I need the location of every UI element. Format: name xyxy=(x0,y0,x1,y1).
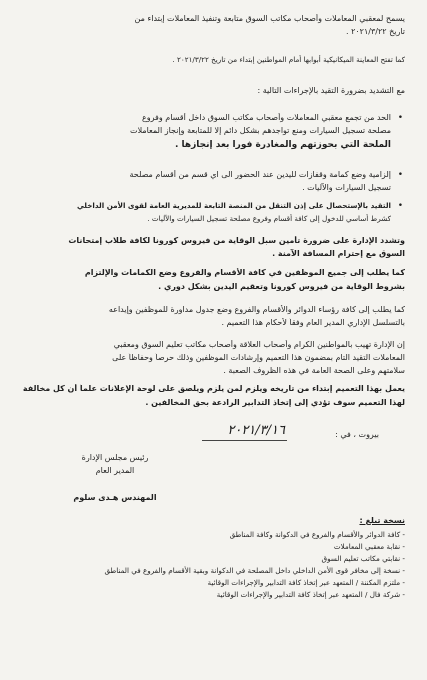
para-4-line-3: سلامتهم وعلى الصحة العامة في هذه الظروف الصعبة . xyxy=(223,366,405,375)
bullet-marker: • xyxy=(397,170,403,180)
bullet-2-line-2: تسجيل السيارات والآليات . xyxy=(302,183,391,192)
header-line-3: كما تفتح المعاينة الميكانيكية أبوابها أمام المواطنين إبتداء من تاريخ ٢٠٢١/٣/٢٢ . xyxy=(172,55,405,64)
para-4-line-2: المعاملات التقيد التام بمضمون هذا التعميم وإرشادات الموظفين وذلك حرصاً وحفاظاً على xyxy=(112,353,405,362)
bullet-1-line-1: الحد من تجمع معقبي المعاملات وأصحاب مكاتب السوق داخل أقسام وفروع xyxy=(141,113,391,122)
distribution-item: - ملتزم المكننة / المتعهد عبر إتخاذ كافة التدابير والإجراءات الوقائية xyxy=(207,578,405,587)
bullet-2-line-1: إلزامية وضع كمامة وقفازات لليدين عند الحضور الى اي قسم من أقسام مصلحة xyxy=(129,170,391,179)
para-1-line-2: السوق مع إحترام المسافة الآمنة . xyxy=(272,249,405,258)
para-2-line-1: كما يطلب إلى جميع الموظفين في كافة الأقسام والفروع وضع الكمامات والإلتزام xyxy=(84,268,405,277)
bullet-1-line-2: مصلحة تسجيل السيارات ومنع تواجدهم بشكل دائم إلا للمتابعة وإنجاز المعاملات xyxy=(130,126,391,135)
intro-text: مع التشديد بضرورة التقيد بالإجراءات التالية : xyxy=(257,86,405,95)
distribution-item: - كافة الدوائر والأقسام والفروع في الدكوانة وكافة المناطق xyxy=(229,530,405,539)
handwritten-date: ٢٠٢١/٣/١٦ xyxy=(227,423,285,438)
header-line-1: يسمح لمعقبي المعاملات وأصحاب مكاتب السوق متابعة وتنفيذ المعاملات إبتداء من xyxy=(134,14,405,23)
signature-title-1: رئيس مجلس الإدارة xyxy=(81,453,149,462)
bullet-marker: • xyxy=(397,201,403,211)
para-4-line-1: إن الإدارة تهيب بالمواطنين الكرام وأصحاب العلاقة وأصحاب مكاتب تعليم السوق ومعقبي xyxy=(113,340,405,349)
signature-name: المهندس هـدى سلوم xyxy=(73,493,157,502)
place-date-label: بيروت ، في : xyxy=(335,430,379,439)
para-3-line-2: بالتسلسل الإداري المدير العام وفقاً لأحكام هذا التعميم . xyxy=(221,318,405,327)
bullet-marker: • xyxy=(397,113,403,123)
bullet-1-line-3: الملحة التي بحوزتهم والمغادرة فوراً بعد إنجازها . xyxy=(174,140,391,150)
signature-title-2: المدير العام xyxy=(95,466,135,475)
header-line-2: تاريخ ٢٠٢١/٣/٢٢ . xyxy=(345,27,405,36)
para-5-line-2: لهذا التعميم سوف تؤدي إلى إتخاذ التدابير الرادعة بحق المخالفين . xyxy=(145,398,405,407)
para-1-line-1: وتشدد الإدارة على ضرورة تأمين سبل الوقاية من فيروس كورونا لكافة طلاب إمتحانات xyxy=(68,236,405,245)
distribution-item: - نسخة إلى مخافر قوى الأمن الداخلي داخل المصلحة في الدكوانة وبقية الأقسام والفروع في المناطق xyxy=(104,566,405,575)
distribution-item: - نقابتي مكاتب تعليم السوق xyxy=(321,554,405,563)
distribution-heading: نسخة تبلغ : xyxy=(359,516,405,525)
date-underline xyxy=(202,440,287,441)
para-3-line-1: كما يطلب إلى كافة رؤساء الدوائر والأقسام والفروع وضع جدول مداورة للموظفين وإيداعه xyxy=(108,305,405,314)
bullet-3-line-2: كشرط أساسي للدخول إلى كافة أقسام وفروع مصلحة تسجيل السيارات والآليات . xyxy=(147,214,391,223)
para-2-line-2: بشروط الوقاية من فيروس كورونا وتعقيم اليدين بشكل دوري . xyxy=(158,282,405,291)
para-5-line-1: يعمل بهذا التعميم إبتداء من تاريخه ويلزم لمن يلزم ويلصق على لوحة الإعلانات علماً أن كل مخالفة xyxy=(22,384,405,393)
bullet-3-line-1: التقيد بالإستحصال على إذن التنقل من المنصة التابعة للمديرية العامة لقوى الأمن الداخلي xyxy=(77,201,391,210)
distribution-item: - شركة فال / المتعهد عبر إتخاذ كافة التدابير والإجراءات الوقائية xyxy=(216,590,405,599)
distribution-item: - نقابة معقبي المعاملات xyxy=(333,542,405,551)
